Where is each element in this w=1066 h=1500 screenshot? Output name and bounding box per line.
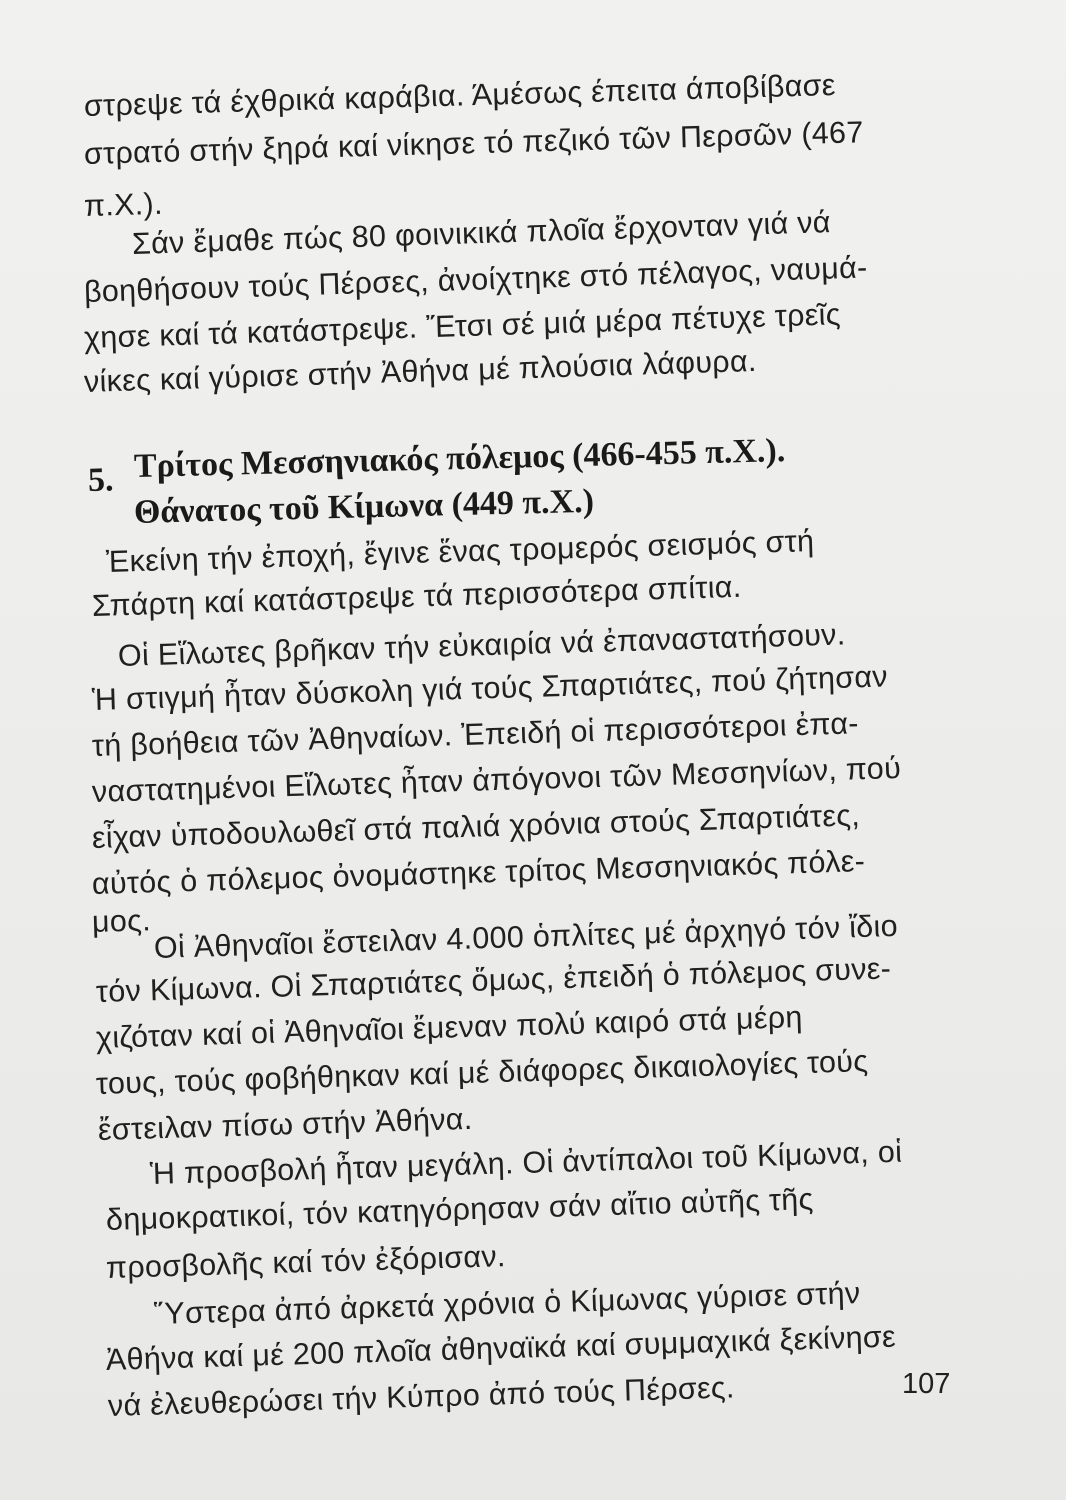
text-line: τόν Κίμωνα. Οἱ Σπαρτιάτες ὅμως, ἐπειδή ὁ πόλεμος συνε- <box>95 951 892 1009</box>
text-line: Οἱ Ἀθηναῖοι ἔστειλαν 4.000 ὁπλίτες μέ ἀρχηγό τόν ἴδιο <box>153 908 899 965</box>
section-title-line-2: Θάνατος τοῦ Κίμωνα (449 π.Χ.) <box>133 482 595 531</box>
text-line: Ἐκείνη τήν ἐποχή, ἔγινε ἕνας τρομερός σεισμός στή <box>105 523 815 579</box>
page-number: 107 <box>902 1368 951 1400</box>
text-line: στρεψε τά έχθρικά καράβια. Άμέσως έπειτα άποβίβασε <box>83 68 837 123</box>
text-line: Ἡ προσβολή ἦταν μεγάλη. Οἱ ἀντίπαλοι τοῦ Κίμωνα, οἱ <box>149 1134 903 1191</box>
text-line: Σάν ἔμαθε πώς 80 φοινικικά πλοῖα ἔρχονταν γιά νά <box>131 205 832 261</box>
text-line: χιζόταν καί οἱ Ἀθηναῖοι ἔμεναν πολύ καιρό στά μέρη <box>95 1000 804 1055</box>
text-line: εἶχαν ὑποδουλωθεῖ στά παλιά χρόνια στούς Σπαρτιάτες, <box>91 798 861 855</box>
text-line: προσβολῆς καί τόν ἐξόρισαν. <box>105 1239 507 1285</box>
section-number: 5. <box>87 461 114 499</box>
text-line: χησε καί τά κατάστρεψε. Ἔτσι σέ μιά μέρα πέτυχε τρεῖς <box>83 297 842 355</box>
text-line: π.Χ.). <box>83 186 164 223</box>
text-line: δημοκρατικοί, τόν κατηγόρησαν σάν αἴτιο αὐτῆς τῆς <box>105 1182 815 1237</box>
text-line: βοηθήσουν τούς Πέρσες, ἀνοίχτηκε στό πέλαγος, ναυμά- <box>83 250 868 309</box>
text-line: Οἱ Εἵλωτες βρῆκαν τήν εὐκαιρία νά ἐπαναστατήσουν. <box>117 617 846 673</box>
text-line: ναστατημένοι Εἵλωτες ἦταν ἀπόγονοι τῶν Μεσσηνίων, πού <box>91 750 902 809</box>
text-line: Ἀθήνα καί μέ 200 πλοῖα ἀθηναϊκά καί συμμαχικά ξεκίνησε <box>105 1319 897 1377</box>
text-line: νά ἐλευθερώσει τήν Κύπρο ἀπό τούς Πέρσες. <box>107 1370 736 1423</box>
text-line: Ἡ στιγμή ἦταν δύσκολη γιά τούς Σπαρτιάτες, πού ζήτησαν <box>91 659 889 717</box>
section-title-line-1: Τρίτος Μεσσηνιακός πόλεμος (466-455 π.Χ.). <box>133 432 786 485</box>
text-line: μος. <box>91 903 152 939</box>
text-line: Ὕστερα ἀπό ἀρκετά χρόνια ὁ Κίμωνας γύρισε στήν <box>153 1276 861 1331</box>
text-line: στρατό στήν ξηρά καί νίκησε τό πεζικό τῶν Περσῶν (467 <box>83 115 865 171</box>
text-line: Σπάρτη καί κατάστρεψε τά περισσότερα σπίτια. <box>91 569 742 623</box>
text-line: ἔστειλαν πίσω στήν Ἀθήνα. <box>97 1101 473 1147</box>
text-line: τή βοήθεια τῶν Ἀθηναίων. Ἐπειδή οἱ περισσότεροι ἐπα- <box>91 706 860 763</box>
text-line: αὐτός ὁ πόλεμος ὀνομάστηκε τρίτος Μεσσηνιακός πόλε- <box>91 844 866 901</box>
text-line: νίκες καί γύρισε στήν Ἀθήνα μέ πλούσια λάφυρα. <box>83 343 758 399</box>
text-line: τους, τούς φοβήθηκαν καί μέ διάφορες δικαιολογίες τούς <box>95 1044 869 1101</box>
